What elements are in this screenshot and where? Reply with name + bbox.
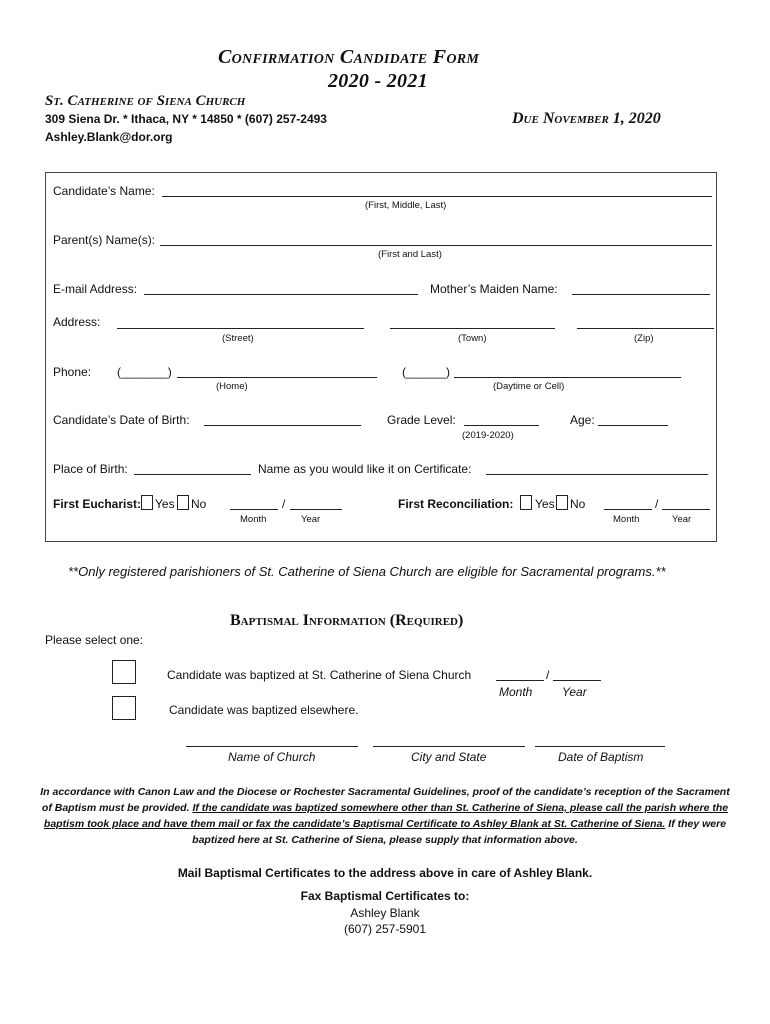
age-label: Age:: [570, 413, 595, 427]
parent-names-label: Parent(s) Name(s):: [53, 233, 156, 247]
email-label: E-mail Address:: [53, 282, 138, 296]
baptized-here-label: Candidate was baptized at St. Catherine of Siena Church: [167, 668, 472, 682]
city-state-hint: City and State: [411, 750, 487, 764]
reconciliation-year-hint: Year: [672, 514, 692, 525]
grade-label: Grade Level:: [387, 413, 456, 427]
pob-field[interactable]: [134, 474, 251, 475]
maiden-name-label: Mother’s Maiden Name:: [430, 282, 558, 296]
zip-field[interactable]: [577, 328, 714, 329]
home-phone-field[interactable]: [177, 377, 377, 378]
home-hint: (Home): [216, 381, 248, 392]
eucharist-yes-label: Yes: [155, 497, 175, 511]
reconciliation-yes-label: Yes: [535, 497, 555, 511]
reconciliation-no-checkbox[interactable]: [556, 495, 568, 510]
email-field[interactable]: [144, 294, 418, 295]
eucharist-no-label: No: [191, 497, 207, 511]
baptized-elsewhere-label: Candidate was baptized elsewhere.: [169, 703, 359, 717]
candidate-name-field[interactable]: [162, 196, 712, 197]
reconciliation-month-hint: Month: [613, 514, 640, 525]
baptism-date-slash: /: [546, 668, 550, 682]
church-name-hint: Name of Church: [228, 750, 316, 764]
baptized-here-checkbox[interactable]: [112, 660, 136, 684]
eucharist-no-checkbox[interactable]: [177, 495, 189, 510]
fax-contact-name: Ashley Blank: [350, 906, 420, 920]
eucharist-label: First Eucharist:: [53, 497, 142, 511]
candidate-name-hint: (First, Middle, Last): [365, 200, 447, 211]
church-address: 309 Siena Dr. * Ithaca, NY * 14850 * (607) 257-2493: [45, 112, 327, 126]
address-label: Address:: [53, 315, 101, 329]
baptism-select-prompt: Please select one:: [45, 633, 144, 647]
due-date: Due November 1, 2020: [512, 110, 661, 127]
fax-instructions: Fax Baptismal Certificates to:: [300, 889, 470, 903]
church-name-field[interactable]: [186, 746, 358, 747]
street-hint: (Street): [222, 333, 254, 344]
town-field[interactable]: [390, 328, 555, 329]
city-state-field[interactable]: [373, 746, 525, 747]
grade-hint: (2019-2020): [462, 430, 514, 441]
baptism-date-field[interactable]: [535, 746, 665, 747]
phone-label: Phone:: [53, 365, 92, 379]
reconciliation-label: First Reconciliation:: [398, 497, 514, 511]
grade-field[interactable]: [464, 425, 539, 426]
baptism-month-hint: Month: [499, 685, 533, 699]
mail-instructions: Mail Baptismal Certificates to the address above in care of Ashley Blank.: [177, 866, 593, 880]
canon-law-instructions: If the candidate was baptized somewhere other than St. Catherine of Siena, please call the parish where the baptism took place and have them mail or fax the candidate’s Baptismal Certificate to Ashley Blank at St. Catherine of Siena.: [43, 802, 729, 830]
candidate-name-label: Candidate’s Name:: [53, 184, 155, 198]
pob-label: Place of Birth:: [53, 462, 128, 476]
eucharist-year-hint: Year: [301, 514, 321, 525]
home-area-code[interactable]: (_______): [117, 365, 172, 379]
eucharist-date-slash: /: [282, 497, 286, 511]
reconciliation-date-slash: /: [655, 497, 659, 511]
baptism-month-field[interactable]: [496, 680, 544, 681]
age-field[interactable]: [598, 425, 668, 426]
canon-law-intro: In accordance with Canon Law and the Diocese or Rochester Sacramental Guidelines, proof of the candidate’s reception of the Sacrament of Baptism must be provided.: [40, 786, 730, 814]
reconciliation-no-label: No: [570, 497, 586, 511]
reconciliation-month-field[interactable]: [604, 509, 652, 510]
maiden-name-field[interactable]: [572, 294, 710, 295]
church-name: St. Catherine of Siena Church: [45, 93, 246, 109]
church-email: Ashley.Blank@dor.org: [45, 130, 173, 144]
canon-law-local: If they were baptized here at St. Catherine of Siena, please supply that information above.: [192, 818, 727, 846]
baptized-elsewhere-checkbox[interactable]: [112, 696, 136, 720]
candidate-info-box: [45, 172, 717, 542]
eucharist-month-field[interactable]: [230, 509, 278, 510]
form-year: 2020 - 2021: [328, 70, 428, 92]
baptism-year-field[interactable]: [553, 680, 601, 681]
town-hint: (Town): [458, 333, 487, 344]
cert-name-label: Name as you would like it on Certificate:: [258, 462, 472, 476]
baptism-date-hint: Date of Baptism: [558, 750, 644, 764]
eligibility-notice: **Only registered parishioners of St. Catherine of Siena Church are eligible for Sacramental programs.**: [68, 564, 666, 579]
zip-hint: (Zip): [634, 333, 654, 344]
parent-names-field[interactable]: [160, 245, 712, 246]
baptism-year-hint: Year: [562, 685, 587, 699]
reconciliation-yes-checkbox[interactable]: [520, 495, 532, 510]
fax-contact-phone: (607) 257-5901: [343, 922, 427, 936]
dob-field[interactable]: [204, 425, 361, 426]
baptism-section-title: Baptismal Information (Required): [230, 612, 464, 629]
daytime-hint: (Daytime or Cell): [493, 381, 565, 392]
daytime-area-code[interactable]: (______): [402, 365, 451, 379]
parent-names-hint: (First and Last): [378, 249, 442, 260]
daytime-phone-field[interactable]: [454, 377, 681, 378]
eucharist-yes-checkbox[interactable]: [141, 495, 153, 510]
eucharist-month-hint: Month: [240, 514, 267, 525]
street-field[interactable]: [117, 328, 364, 329]
form-title: Confirmation Candidate Form: [218, 46, 480, 68]
eucharist-year-field[interactable]: [290, 509, 342, 510]
cert-name-field[interactable]: [486, 474, 708, 475]
canon-law-paragraph: [35, 784, 735, 848]
dob-label: Candidate’s Date of Birth:: [53, 413, 190, 427]
reconciliation-year-field[interactable]: [662, 509, 710, 510]
